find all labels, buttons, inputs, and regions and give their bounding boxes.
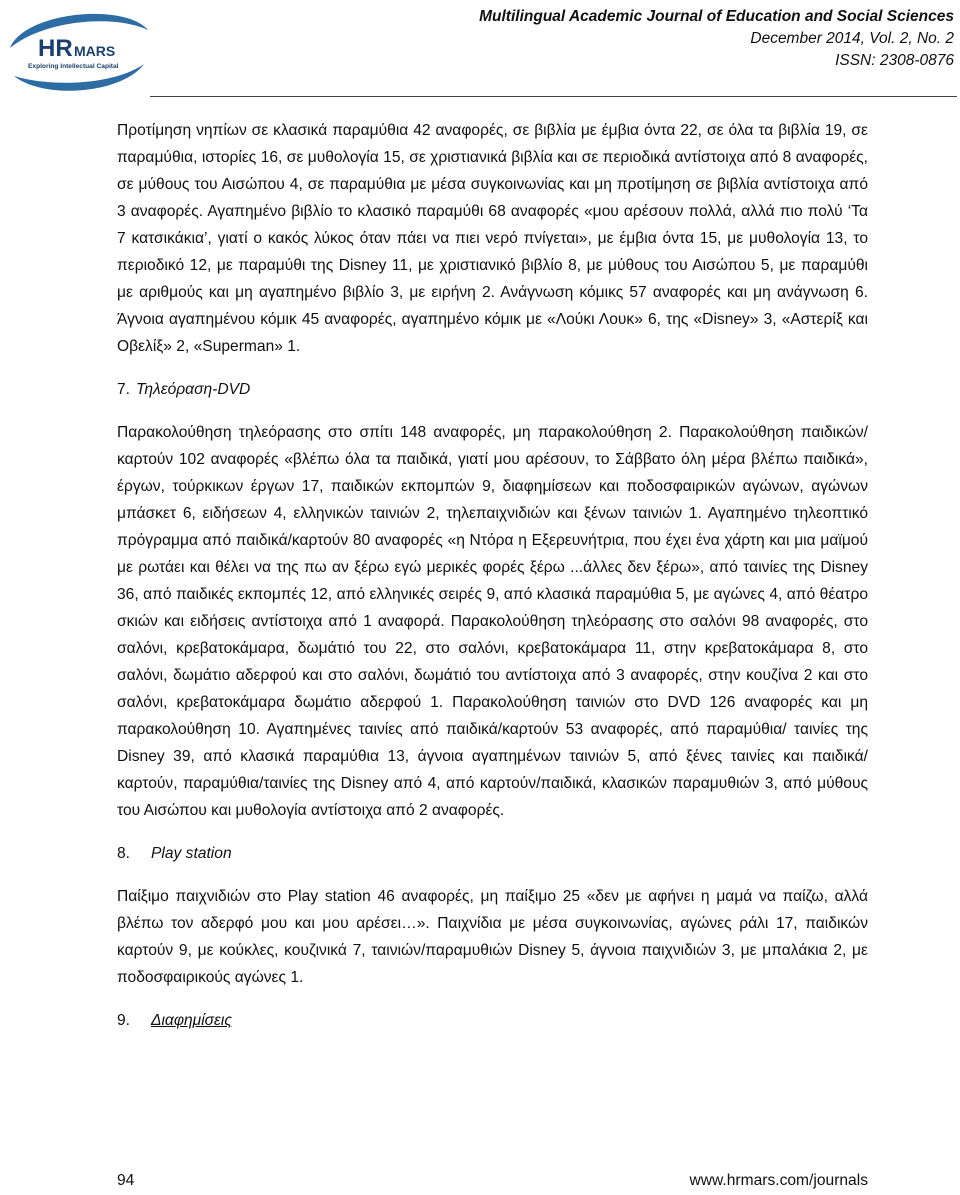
logo-tagline: Exploring Intellectual Capital [28, 63, 119, 70]
section-number: 7. [117, 381, 131, 398]
journal-url[interactable]: www.hrmars.com/journals [689, 1172, 868, 1189]
paragraph-tv-dvd: Παρακολούθηση τηλεόρασης στο σπίτι 148 αναφορές, μη παρακολούθηση 2. Παρακολούθηση παιδικών/ καρτούν 102 αναφορές «βλέπω όλα τα παιδικά, γιατί μου αρέσουν, το Σάββατο όλη μέρα βλέπω παιδικά», έργων, τούρκικων έργων 17, παιδικών εκπομπών 9, διαφημίσεων και ποδοσφαιρικών αγώνων, αγώνων μπάσκετ 6, ειδήσεων 4, ελληνικών ταινιών 2, τηλεπαιχνιδιών και ξένων ταινιών 1. Αγαπημένο τηλεοπτικό πρόγραμμα από παιδικά/καρτούν 80 αναφορές «η Ντόρα η Εξερευνήτρια, που έχει ένα χάρτη και μια μαϊμού με ρωτάει και θέλει να της πω αν ξέρω εγώ μερικές φορές ξέρω ...άλλες δεν ξέρω», από ταινίες της Disney 36, από παιδικές εκπομπές 12, από ελληνικές σειρές 9, από κλασικά παραμύθια 5, με αγώνες 4, από θέατρο σκιών και ειδήσεις αντίστοιχα από 1 αναφορά. Παρακολούθηση τηλεόρασης στο σαλόνι 98 αναφορές, στο σαλόνι, κρεβατοκάμαρα, δωμάτιό του 22, στο σαλόνι, κρεβατοκάμαρα 11, στην κρεβατοκάμαρα 8, στο σαλόνι, δωμάτιο αδερφού και στο σαλόνι, δωμάτιό του αντίστοιχα από 3 αναφορές, στην κουζίνα 2 και στο σαλόνι, κρεβατοκάμαρα δωμάτιο αδερφού 1. Παρακολούθηση ταινιών στο DVD 126 αναφορές και μη παρακολούθηση 10. Αγαπημένες ταινίες από παιδικά/καρτούν 53 αναφορές, από παραμύθια/ ταινίες της Disney 39, από κλασικά παραμύθια 13, άγνοια αγαπημένων ταινιών 5, από ξένες ταινίες και παιδικά/καρτούν, παραμύθια/ταινίες της Disney από 4, από καρτούν/παιδικά, κλασικών παραμυθιών 3, από μύθους του Αισώπου και μυθολογία αντίστοιχα από 2 αναφορές. [117, 424, 868, 819]
section-number: 9. [117, 1012, 131, 1029]
page-footer [117, 1172, 868, 1190]
article-body [117, 117, 868, 1050]
section-title: Διαφημίσεις [151, 1012, 232, 1029]
section-heading-8 [117, 840, 868, 867]
journal-title: Multilingual Academic Journal of Education and Social Sciences [479, 8, 954, 25]
section-heading-9 [117, 1007, 868, 1034]
paragraph-reading: Προτίμηση νηπίων σε κλασικά παραμύθια 42 αναφορές, σε βιβλία με έμβια όντα 22, σε όλα τα βιβλία 19, σε παραμύθια, ιστορίες 16, σε μυθολογία 15, σε χριστιανικά βιβλία και σε περιοδικά αντίστοιχα από 8 αναφορές, σε μύθους του Αισώπου 4, σε παραμύθια με μέσα συγκοινωνίας και μη προτίμηση σε βιβλία αντίστοιχα από 3 αναφορές. Αγαπημένο βιβλίο το κλασικό παραμύθι 68 αναφορές «μου αρέσουν πολλά, αλλά πιο πολύ ‘Τα 7 κατσικάκια’, γιατί ο κακός λύκος όταν πάει να πιει νερό πνίγεται», με έμβια όντα 15, με μυθολογία 13, το περιοδικό 12, με παραμύθι της Disney 11, με χριστιανικό βιβλίο 8, με μύθους του Αισώπου 5, με παραμύθι με αριθμούς και μη αγαπημένο βιβλίο 3, με ειρήνη 2. Ανάγνωση κόμικς 57 αναφορές και μη ανάγνωση 6. Άγνοια αγαπημένου κόμικ 45 αναφορές, αγαπημένο κόμικ με «Λούκι Λουκ» 6, της «Disney» 3, «Αστερίξ και Οβελίξ» 2, «Superman» 1. [117, 122, 868, 355]
journal-info [479, 6, 954, 72]
logo-brand-rest: MARS [74, 43, 116, 59]
section-title: Play station [151, 845, 232, 862]
section-title: Τηλεόραση-DVD [136, 381, 251, 398]
hrmars-logo [4, 4, 152, 98]
hrmars-logo-graphic [4, 4, 152, 98]
journal-issn: ISSN: 2308-0876 [835, 52, 954, 69]
page-header [0, 0, 960, 100]
journal-issue: December 2014, Vol. 2, No. 2 [750, 30, 954, 47]
page-number: 94 [117, 1172, 135, 1189]
section-number: 8. [117, 845, 131, 862]
header-divider [150, 96, 957, 97]
logo-brand-bold: HR [38, 35, 73, 62]
section-heading-7 [117, 376, 868, 403]
paragraph-play-station: Παίξιμο παιχνιδιών στο Play station 46 αναφορές, μη παίξιμο 25 «δεν με αφήνει η μαμά να παίζω, αλλά βλέπω τον αδερφό μου και μου αρέσει…». Παιχνίδια με μέσα συγκοινωνίας, αγώνες ράλι 17, παιδικών καρτούν 9, με κούκλες, κουζινικά 7, ταινιών/παραμυθιών Disney 5, άγνοια παιχνιδιών 3, με μπαλάκια 2, με ποδοσφαιρικούς αγώνες 1. [117, 888, 868, 986]
